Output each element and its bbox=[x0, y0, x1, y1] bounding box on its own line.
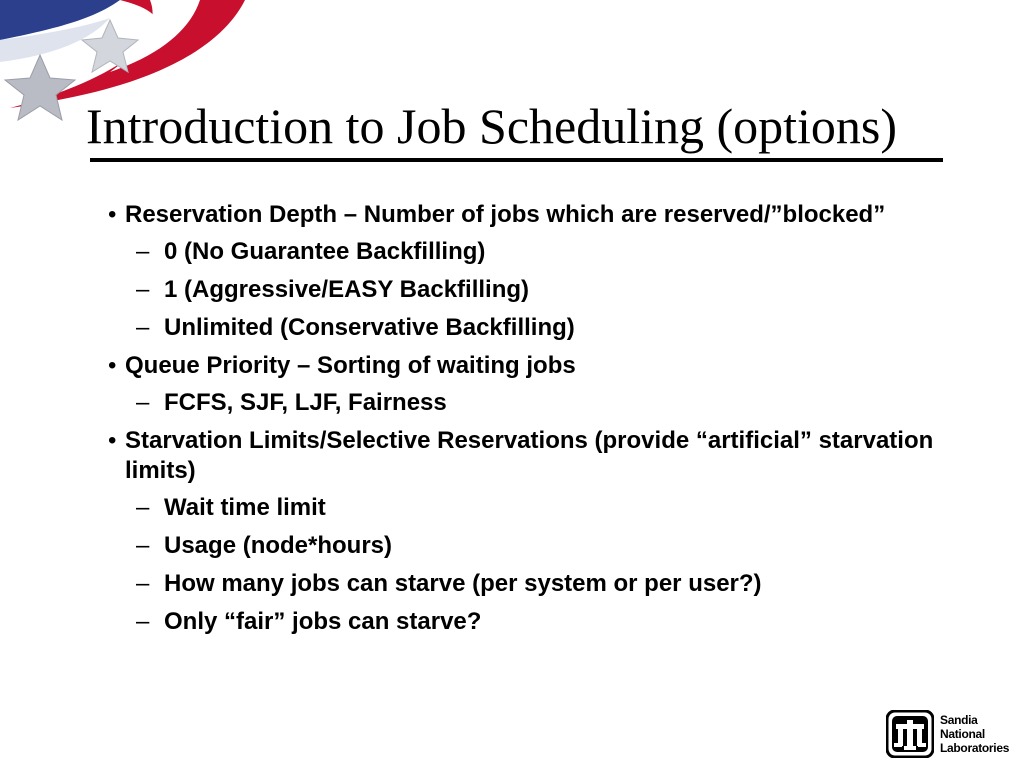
sub-bullet-conservative: – Unlimited (Conservative Backfilling) bbox=[106, 313, 966, 343]
sandia-logo-text bbox=[940, 713, 1009, 755]
sub-bullet-no-guarantee: – 0 (No Guarantee Backfilling) bbox=[106, 237, 966, 267]
bullet-reservation-depth: • Reservation Depth – Number of jobs which are reserved/”blocked” bbox=[106, 200, 966, 230]
bullet-queue-priority: • Queue Priority – Sorting of waiting jobs bbox=[106, 351, 966, 381]
sandia-thunderbird-icon bbox=[886, 710, 934, 758]
slide-title: Introduction to Job Scheduling (options) bbox=[86, 98, 898, 154]
bullet-starvation-limits: • Starvation Limits/Selective Reservations (provide “artificial” starvation limits) bbox=[106, 426, 966, 486]
logo-line-laboratories: Laboratories bbox=[940, 741, 1010, 755]
bullet-list bbox=[106, 200, 966, 645]
sub-bullet-aggressive-easy: – 1 (Aggressive/EASY Backfilling) bbox=[106, 275, 966, 305]
title-underline bbox=[90, 158, 943, 162]
sub-bullet-how-many-starve: – How many jobs can starve (per system or per user?) bbox=[106, 569, 966, 599]
sub-bullet-fair-jobs: – Only “fair” jobs can starve? bbox=[106, 607, 966, 637]
sub-bullet-sorting-policies: – FCFS, SJF, LJF, Fairness bbox=[106, 388, 966, 418]
sandia-logo bbox=[886, 708, 1014, 760]
logo-line-sandia: Sandia bbox=[940, 713, 978, 727]
logo-line-national: National bbox=[940, 727, 985, 741]
sub-bullet-wait-time-limit: – Wait time limit bbox=[106, 493, 966, 523]
sub-bullet-usage: – Usage (node*hours) bbox=[106, 531, 966, 561]
